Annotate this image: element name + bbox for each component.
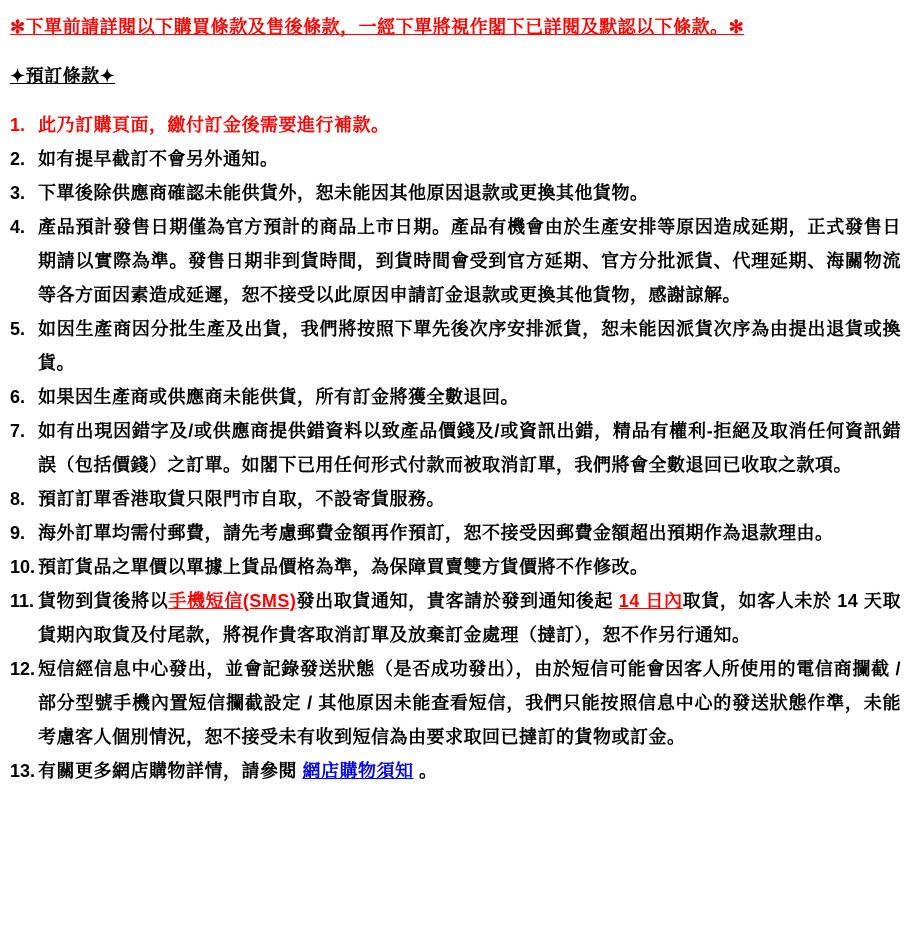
term-item [10, 516, 901, 550]
term-text [38, 652, 901, 754]
term-segment: 有關更多網店購物詳情，請參閱 [38, 761, 303, 781]
term-item [10, 482, 901, 516]
term-segment: 短信經信息中心發出，並會記錄發送狀態（是否成功發出），由於短信可能會因客人所使用的電信商攔截 / 部分型號手機內置短信攔截設定 / 其他原因未能查看短信，我們只能按照信息中心的發送狀態作準，未能考慮客人個別情況，恕不接受未有收到短信為由要求取回已撻訂的貨物或訂金。 [38, 659, 901, 747]
term-segment: 如果因生產商或供應商未能供貨，所有訂金將獲全數退回。 [38, 387, 519, 407]
term-number: 13. [10, 761, 36, 781]
term-segment: 取貨，如客人未於 14 天取貨期內取貨及付尾款，將視作貴客取消訂單及放棄訂金處理（撻訂），恕不作另行通知。 [38, 591, 902, 645]
term-text [38, 210, 901, 312]
term-segment: 發出取貨通知，貴客請於發到通知後起 [296, 591, 619, 611]
term-text [38, 108, 901, 142]
term-item [10, 652, 901, 754]
term-item [10, 142, 901, 176]
term-number: 1. [10, 115, 26, 135]
term-segment: 如有提早截訂不會另外通知。 [38, 149, 279, 169]
term-item [10, 312, 901, 380]
term-number: 6. [10, 387, 26, 407]
term-text [38, 482, 901, 516]
term-segment: 預訂貨品之單價以單據上貨品價格為準，為保障買賣雙方貨價將不作修改。 [38, 557, 649, 577]
term-number: 7. [10, 421, 26, 441]
term-item [10, 414, 901, 482]
term-text [38, 380, 901, 414]
term-number: 2. [10, 149, 26, 169]
term-number: 9. [10, 523, 26, 543]
term-segment: 海外訂單均需付郵費，請先考慮郵費金額再作預訂，恕不接受因郵費金額超出預期作為退款理由。 [38, 523, 834, 543]
term-item [10, 380, 901, 414]
term-item [10, 754, 901, 788]
term-number: 8. [10, 489, 26, 509]
term-item [10, 210, 901, 312]
term-number: 4. [10, 217, 26, 237]
term-text [38, 414, 901, 482]
term-text [38, 312, 901, 380]
term-number: 10. [10, 557, 36, 577]
term-number: 3. [10, 183, 26, 203]
emphasis-text: 14 日內 [618, 591, 683, 611]
term-item [10, 584, 901, 652]
shop-guide-link[interactable]: 網店購物須知 [302, 761, 414, 781]
emphasis-text: 手機短信(SMS) [168, 591, 297, 611]
term-item [10, 108, 901, 142]
term-segment: 此乃訂購頁面，繳付訂金後需要進行補款。 [38, 115, 390, 135]
term-text [38, 176, 901, 210]
term-text [38, 516, 901, 550]
term-number: 5. [10, 319, 26, 339]
term-text [38, 550, 901, 584]
term-item [10, 550, 901, 584]
term-segment: 如有出現因錯字及/或供應商提供錯資料以致產品價錢及/或資訊出錯，精品有權利-拒絕及取消任何資訊錯誤（包括價錢）之訂單。如閣下已用任何形式付款而被取消訂單，我們將會全數退回已收取之款項。 [38, 421, 901, 475]
term-number: 12. [10, 659, 36, 679]
term-text [38, 142, 901, 176]
terms-list [10, 108, 901, 788]
term-segment: 。 [413, 761, 438, 781]
purchase-notice-header: ✻下單前請詳閱以下購買條款及售後條款，一經下單將視作閣下已詳閱及默認以下條款。✻ [10, 17, 745, 37]
term-text [38, 584, 901, 652]
term-segment: 產品預計發售日期僅為官方預計的商品上市日期。產品有機會由於生產安排等原因造成延期，正式發售日期請以實際為準。發售日期非到貨時間，到貨時間會受到官方延期、官方分批派貨、代理延期、海關物流等各方面因素造成延遲，恕不接受以此原因申請訂金退款或更換其他貨物，感謝諒解。 [38, 217, 901, 305]
term-segment: 貨物到貨後將以 [38, 591, 169, 611]
term-segment: 下單後除供應商確認未能供貨外，恕未能因其他原因退款或更換其他貨物。 [38, 183, 649, 203]
term-number: 11. [10, 591, 35, 611]
term-segment: 如因生產商因分批生產及出貨，我們將按照下單先後次序安排派貨，恕未能因派貨次序為由提出退貨或換貨。 [38, 319, 901, 373]
term-item [10, 176, 901, 210]
preorder-terms-title: ✦預訂條款✦ [10, 66, 116, 86]
term-segment: 預訂訂單香港取貨只限門市自取，不設寄貨服務。 [38, 489, 445, 509]
term-text [38, 754, 901, 788]
